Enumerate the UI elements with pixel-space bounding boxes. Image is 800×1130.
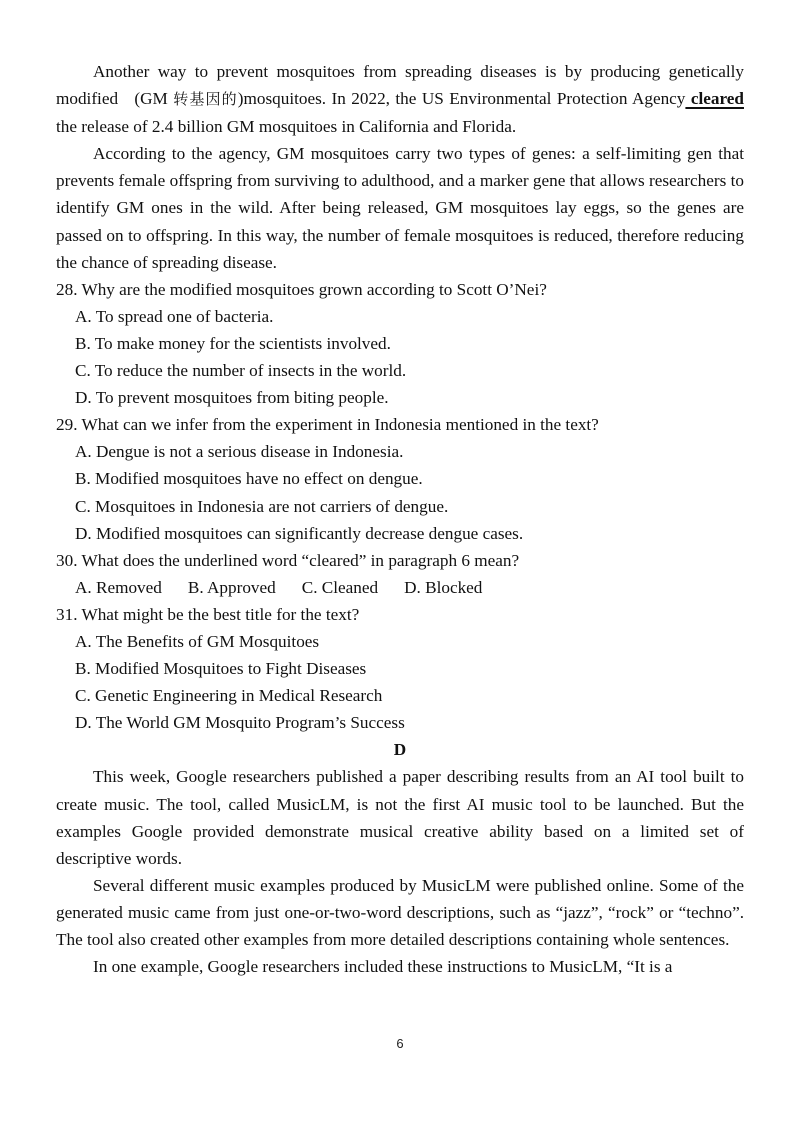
paragraph-gm-mosquitoes xyxy=(56,58,744,140)
exam-page xyxy=(56,58,744,980)
question-stem: 29. What can we infer from the experiment in Indonesia mentioned in the text? xyxy=(56,415,599,435)
option-b: B. Modified mosquitoes have no effect on dengue. xyxy=(75,469,423,489)
paragraph-text: Another way to prevent mosquitoes from spreading diseases is by producing genetically modified (GM xyxy=(56,62,744,109)
paragraph-text: )mosquitoes. In 2022, the US Environmental Protection Agency xyxy=(237,89,686,109)
section-heading-d: D xyxy=(393,740,407,760)
option-b: B. Approved xyxy=(187,577,276,597)
paragraph-musiclm-instructions: In one example, Google researchers included these instructions to MusicLM, “It is a xyxy=(93,957,673,977)
option-c: C. Mosquitoes in Indonesia are not carriers of dengue. xyxy=(75,496,449,516)
option-a: A. Dengue is not a serious disease in Indonesia. xyxy=(75,442,404,462)
option-a: A. The Benefits of GM Mosquitoes xyxy=(75,631,320,651)
option-d: D. To prevent mosquitoes from biting people. xyxy=(75,388,389,408)
question-31 xyxy=(56,601,744,736)
page-number: 6 xyxy=(396,1036,404,1051)
question-28 xyxy=(56,276,744,411)
chinese-gloss: 转基因的 xyxy=(173,90,238,109)
option-d: D. Modified mosquitoes can significantly decrease dengue cases. xyxy=(75,523,524,543)
options-row xyxy=(75,574,744,601)
question-29 xyxy=(56,411,744,546)
option-a: A. To spread one of bacteria. xyxy=(75,306,274,326)
option-a: A. Removed xyxy=(75,577,162,597)
underlined-word-cleared: cleared xyxy=(685,89,744,109)
option-d: D. Blocked xyxy=(404,577,483,597)
question-stem: 31. What might be the best title for the text? xyxy=(56,604,360,624)
option-c: C. Genetic Engineering in Medical Research xyxy=(75,686,383,706)
question-stem: 30. What does the underlined word “cleared” in paragraph 6 mean? xyxy=(56,550,520,570)
option-d: D. The World GM Mosquito Program’s Success xyxy=(75,713,405,733)
paragraph-musiclm-examples: Several different music examples produced by MusicLM were published online. Some of the generated music came from just one-or-two-word descriptions, such as “jazz”, “rock” or “techno”. The tool also created other examples from more detailed descriptions containing whole sentences. xyxy=(56,875,744,949)
paragraph-musiclm-intro: This week, Google researchers published a paper describing results from an AI tool built to create music. The tool, called MusicLM, is not the first AI music tool to be launched. But the examples Google provided demonstrate musical creative ability based on a limited set of descriptive words. xyxy=(56,767,744,868)
paragraph-gm-genes: According to the agency, GM mosquitoes carry two types of genes: a self-limiting gen that prevents female offspring from surviving to adulthood, and a marker gene that allows researchers to identify GM ones in the wild. After being released, GM mosquitoes lay eggs, so the genes are passed on to offspring. In this way, the number of female mosquitoes is reduced, therefore reducing the chance of spreading disease. xyxy=(56,144,744,272)
paragraph-text: the release of 2.4 billion GM mosquitoes in California and Florida. xyxy=(56,117,517,137)
option-c: C. To reduce the number of insects in the world. xyxy=(75,361,407,381)
option-c: C. Cleaned xyxy=(301,577,379,597)
option-b: B. To make money for the scientists involved. xyxy=(75,333,391,353)
option-b: B. Modified Mosquitoes to Fight Diseases xyxy=(75,659,367,679)
question-stem: 28. Why are the modified mosquitoes grown according to Scott O’Nei? xyxy=(56,279,547,299)
question-30 xyxy=(56,547,744,601)
